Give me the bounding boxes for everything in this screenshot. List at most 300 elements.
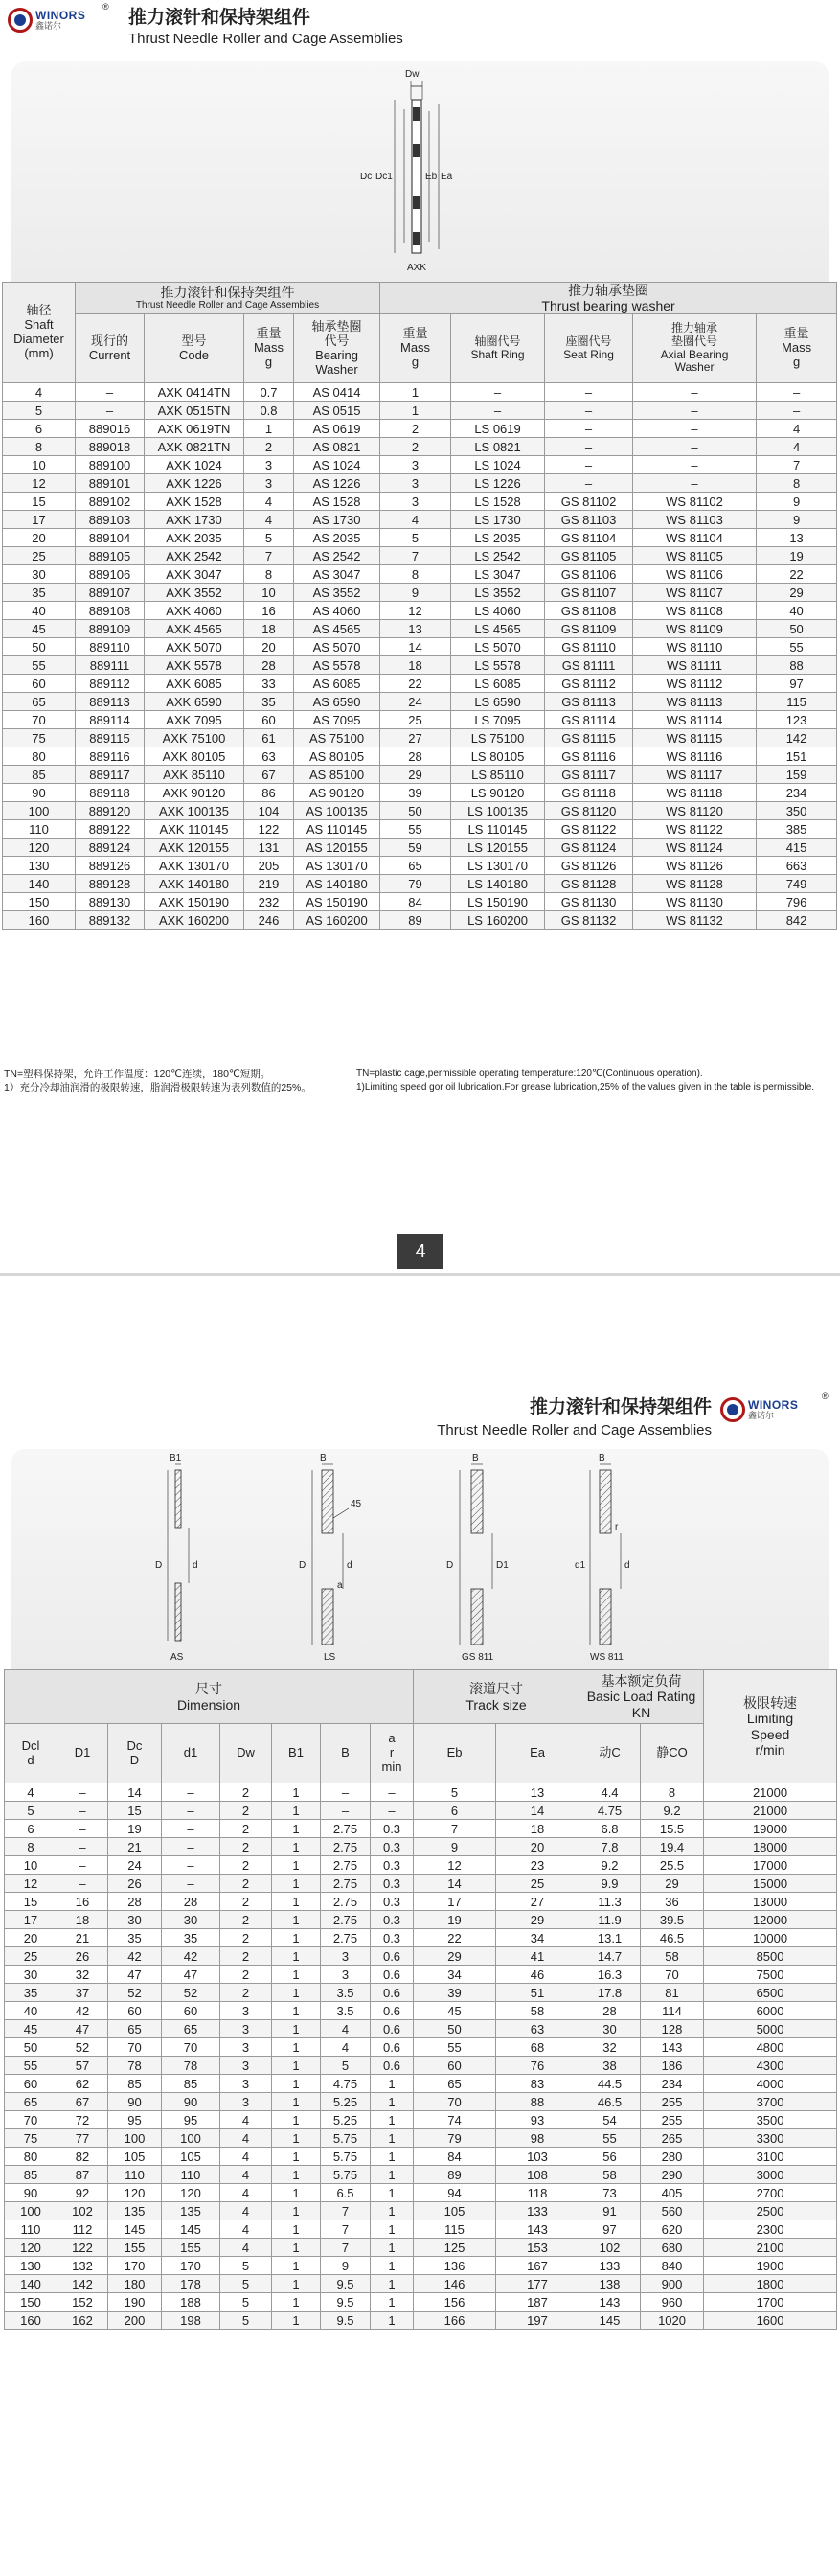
table-cell: 76	[496, 2057, 579, 2075]
table-cell: 5	[220, 2275, 272, 2293]
table-cell: 21000	[704, 1783, 837, 1802]
dc-label: Dc	[360, 172, 373, 182]
table-cell: 110	[5, 2220, 57, 2239]
table-cell: 3500	[704, 2111, 837, 2129]
header-mass-washer: 重量 Mass g	[380, 314, 451, 383]
table-cell: 7	[321, 2202, 371, 2220]
table-cell: 94	[414, 2184, 496, 2202]
table-cell: 150	[3, 893, 76, 911]
table-cell: 197	[496, 2312, 579, 2330]
table-cell: 120	[162, 2184, 220, 2202]
table-cell: 2.75	[321, 1856, 371, 1874]
table-cell: –	[371, 1802, 414, 1820]
table-cell: 50	[414, 2020, 496, 2038]
table-cell: 198	[162, 2312, 220, 2330]
table-cell: 3	[220, 2093, 272, 2111]
table-cell: 84	[380, 893, 451, 911]
table-cell: AS 6085	[294, 675, 380, 693]
table-cell: 1	[272, 2075, 321, 2093]
table-cell: 97	[579, 2220, 641, 2239]
dimension-table	[4, 1669, 837, 2330]
table-cell: 91	[579, 2202, 641, 2220]
table-cell: 90	[162, 2093, 220, 2111]
table-cell: 1	[272, 2184, 321, 2202]
table-cell: 0.6	[371, 1947, 414, 1966]
table-cell: 21	[57, 1929, 108, 1947]
table-cell: –	[545, 456, 633, 474]
table-row	[5, 2111, 837, 2129]
table-cell: 21000	[704, 1802, 837, 1820]
ws-b-label: B	[599, 1453, 605, 1463]
table-cell: 13	[380, 620, 451, 638]
table-cell: 45	[414, 2002, 496, 2020]
table-cell: LS 80105	[451, 748, 545, 766]
table-cell: 47	[162, 1966, 220, 1984]
header-dimension-en: Dimension	[176, 1696, 241, 1713]
logo-mark-icon	[8, 8, 33, 33]
table-cell: 170	[162, 2257, 220, 2275]
table-cell: 67	[244, 766, 294, 784]
table-row	[3, 875, 837, 893]
table-cell: 115	[757, 693, 837, 711]
table-cell: 663	[757, 857, 837, 875]
table-cell: 4.75	[579, 1802, 641, 1820]
table-cell: 4	[220, 2239, 272, 2257]
header-ar: a r min	[371, 1724, 414, 1783]
table-cell: 2300	[704, 2220, 837, 2239]
table-cell: 20	[3, 529, 76, 547]
table-cell: WS 81114	[633, 711, 757, 729]
table-cell: 38	[579, 2057, 641, 2075]
table-cell: 1800	[704, 2275, 837, 2293]
table-cell: AXK 6085	[145, 675, 244, 693]
table-cell: 105	[414, 2202, 496, 2220]
header-load-cn: 基本额定负荷	[601, 1673, 682, 1690]
table-cell: 90	[5, 2184, 57, 2202]
table-cell: 35	[244, 693, 294, 711]
table-cell: AS 75100	[294, 729, 380, 748]
table-cell: 18000	[704, 1838, 837, 1856]
table-cell: 889128	[76, 875, 145, 893]
table-cell: AS 2035	[294, 529, 380, 547]
table-cell: 145	[108, 2220, 162, 2239]
header-seat-ring: 座圈代号 Seat Ring	[545, 314, 633, 383]
table-cell: 42	[108, 1947, 162, 1966]
table-cell: –	[545, 474, 633, 493]
table-cell: 140	[5, 2275, 57, 2293]
table-cell: 160	[3, 911, 76, 930]
table-cell: AXK 0515TN	[145, 402, 244, 420]
table-cell: 1	[272, 1856, 321, 1874]
table-cell: 1	[272, 1911, 321, 1929]
table-cell: LS 3047	[451, 565, 545, 584]
table-cell: 4	[220, 2220, 272, 2239]
table-cell: 47	[108, 1966, 162, 1984]
page-number: 4	[397, 1234, 443, 1269]
table-cell: 20	[244, 638, 294, 656]
table-cell: 60	[5, 2075, 57, 2093]
table-cell: 61	[244, 729, 294, 748]
table-cell: 77	[57, 2129, 108, 2148]
table-row	[3, 565, 837, 584]
table-cell: 1900	[704, 2257, 837, 2275]
table-cell: 17000	[704, 1856, 837, 1874]
table-cell: 2	[220, 1893, 272, 1911]
table-row	[3, 820, 837, 839]
table-cell: 7	[757, 456, 837, 474]
table-row	[5, 2093, 837, 2111]
table-cell: –	[57, 1802, 108, 1820]
table-cell: 36	[641, 1893, 704, 1911]
table-cell: 40	[757, 602, 837, 620]
winors-logo-page2	[720, 1397, 798, 1422]
dw-label: Dw	[405, 69, 420, 80]
table-row	[3, 656, 837, 675]
table-cell: AXK 2542	[145, 547, 244, 565]
table-cell: 4	[757, 438, 837, 456]
table-cell: LS 120155	[451, 839, 545, 857]
table-cell: 130	[3, 857, 76, 875]
table-cell: 9.5	[321, 2293, 371, 2312]
logo-cn: 鑫诺尔	[35, 21, 62, 31]
table-cell: 85	[162, 2075, 220, 2093]
table-cell: 9	[380, 584, 451, 602]
table-cell: 28	[380, 748, 451, 766]
table-cell: AXK 0619TN	[145, 420, 244, 438]
table-cell: 232	[244, 893, 294, 911]
table-cell: 78	[162, 2057, 220, 2075]
table-cell: 219	[244, 875, 294, 893]
table-cell: 13.1	[579, 1929, 641, 1947]
table-cell: 187	[496, 2293, 579, 2312]
note-cn-1: TN=塑料保持架，允许工作温度：120℃连续，180℃短期。	[4, 1069, 271, 1080]
table-cell: 15	[3, 493, 76, 511]
table-cell: WS 81128	[633, 875, 757, 893]
table-row	[3, 511, 837, 529]
table-cell: LS 4060	[451, 602, 545, 620]
table-cell: 22	[414, 1929, 496, 1947]
table-cell: 1	[272, 2057, 321, 2075]
table-cell: AXK 1730	[145, 511, 244, 529]
table-cell: 155	[162, 2239, 220, 2257]
logo-name: WINORS	[748, 1398, 799, 1412]
table-cell: –	[321, 1783, 371, 1802]
ls-caption: LS	[324, 1652, 336, 1663]
table-cell: 125	[414, 2239, 496, 2257]
table-cell: 2.75	[321, 1874, 371, 1893]
table-cell: LS 5070	[451, 638, 545, 656]
table-cell: 105	[162, 2148, 220, 2166]
table-cell: 680	[641, 2239, 704, 2257]
table-cell: AXK 80105	[145, 748, 244, 766]
table-cell: LS 7095	[451, 711, 545, 729]
table-cell: AXK 110145	[145, 820, 244, 839]
table-cell: 60	[244, 711, 294, 729]
table-cell: –	[57, 1838, 108, 1856]
table-cell: 889117	[76, 766, 145, 784]
table-cell: 1	[272, 1966, 321, 1984]
table-cell: AXK 150190	[145, 893, 244, 911]
table-cell: 1	[371, 2202, 414, 2220]
table-cell: GS 81118	[545, 784, 633, 802]
table-cell: 54	[579, 2111, 641, 2129]
table-cell: 65	[414, 2075, 496, 2093]
table-cell: 89	[380, 911, 451, 930]
table-cell: 255	[641, 2111, 704, 2129]
table-cell: 19	[757, 547, 837, 565]
header-shaft-ring: 轴圈代号 Shaft Ring	[451, 314, 545, 383]
table-cell: 4	[321, 2038, 371, 2057]
table-cell: 55	[414, 2038, 496, 2057]
table-cell: 142	[757, 729, 837, 748]
table-cell: 9.2	[641, 1802, 704, 1820]
table-cell: AXK 90120	[145, 784, 244, 802]
table-cell: 3	[220, 2075, 272, 2093]
header-load-en: Basic Load Rating	[586, 1689, 696, 1705]
table-cell: LS 1528	[451, 493, 545, 511]
table-cell: 19	[108, 1820, 162, 1838]
ws-d1-label: d1	[575, 1560, 586, 1571]
table-cell: 35	[162, 1929, 220, 1947]
ls-drawing	[299, 1453, 362, 1663]
table-cell: AS 7095	[294, 711, 380, 729]
notes-en	[356, 1068, 835, 1094]
table-cell: 19000	[704, 1820, 837, 1838]
table-cell: –	[545, 402, 633, 420]
table-cell: 152	[57, 2293, 108, 2312]
table-cell: 9.5	[321, 2275, 371, 2293]
table-cell: 15000	[704, 1874, 837, 1893]
table-cell: LS 85110	[451, 766, 545, 784]
table-cell: AS 6590	[294, 693, 380, 711]
header-cage-group-en: Thrust Needle Roller and Cage Assemblies	[135, 300, 320, 311]
table-cell: 2	[220, 1947, 272, 1966]
table-cell: LS 3552	[451, 584, 545, 602]
table-cell: 23	[496, 1856, 579, 1874]
table-cell: 19.4	[641, 1838, 704, 1856]
table-cell: AS 1528	[294, 493, 380, 511]
table-cell: 1	[272, 2111, 321, 2129]
table-cell: 1	[371, 2257, 414, 2275]
table-cell: 14.7	[579, 1947, 641, 1966]
table-cell: 103	[496, 2148, 579, 2166]
table-cell: 52	[108, 1984, 162, 2002]
table-cell: 6.8	[579, 1820, 641, 1838]
table-cell: 889106	[76, 565, 145, 584]
table-cell: 16	[244, 602, 294, 620]
table-cell: 79	[380, 875, 451, 893]
header-track-group	[414, 1670, 579, 1724]
table-cell: 840	[641, 2257, 704, 2275]
table-cell: 255	[641, 2093, 704, 2111]
table-cell: 1	[371, 2075, 414, 2093]
table-cell: 205	[244, 857, 294, 875]
table-cell: 1	[272, 2257, 321, 2275]
header-load-unit: KN	[631, 1704, 651, 1720]
table-cell: 83	[496, 2075, 579, 2093]
table-cell: WS 81113	[633, 693, 757, 711]
table-cell: AS 5578	[294, 656, 380, 675]
table-cell: 265	[641, 2129, 704, 2148]
table-cell: 889114	[76, 711, 145, 729]
gs-b-label: B	[472, 1453, 479, 1463]
table-cell: LS 150190	[451, 893, 545, 911]
table-cell: AS 1226	[294, 474, 380, 493]
table-cell: 46	[496, 1966, 579, 1984]
table-cell: 28	[579, 2002, 641, 2020]
table-cell: 2	[244, 438, 294, 456]
header-dw: Dw	[220, 1724, 272, 1783]
table-cell: 5.75	[321, 2166, 371, 2184]
table-cell: 0.6	[371, 2038, 414, 2057]
table-cell: 3.5	[321, 1984, 371, 2002]
table-cell: 118	[496, 2184, 579, 2202]
ws-caption: WS 811	[590, 1652, 624, 1663]
table-cell: 145	[162, 2220, 220, 2239]
table-cell: 796	[757, 893, 837, 911]
table-cell: 1	[272, 2293, 321, 2312]
table-cell: 143	[641, 2038, 704, 2057]
header-dimension-cn: 尺寸	[195, 1681, 222, 1697]
table-cell: AXK 120155	[145, 839, 244, 857]
table-cell: 102	[579, 2239, 641, 2257]
table-cell: 156	[414, 2293, 496, 2312]
table-cell: 8	[244, 565, 294, 584]
ls-d-small-label: d	[347, 1560, 352, 1571]
table-cell: 32	[57, 1966, 108, 1984]
table-cell: 10	[3, 456, 76, 474]
table-cell: 12	[3, 474, 76, 493]
table-cell: AS 1024	[294, 456, 380, 474]
table-cell: 100	[108, 2129, 162, 2148]
table-cell: 85	[108, 2075, 162, 2093]
table-cell: 4800	[704, 2038, 837, 2057]
table-cell: 34	[496, 1929, 579, 1947]
table-cell: 73	[579, 2184, 641, 2202]
table-cell: 3300	[704, 2129, 837, 2148]
table-cell: AS 140180	[294, 875, 380, 893]
table-cell: 70	[108, 2038, 162, 2057]
table-cell: 50	[5, 2038, 57, 2057]
table-cell: 86	[244, 784, 294, 802]
table-cell: 1	[371, 2093, 414, 2111]
table-cell: 1	[371, 2148, 414, 2166]
table-cell: 1	[272, 1802, 321, 1820]
table-cell: AS 160200	[294, 911, 380, 930]
header-cage-group-cn: 推力滚针和保持架组件	[160, 285, 295, 301]
table-cell: 0.3	[371, 1838, 414, 1856]
table-cell: 65	[108, 2020, 162, 2038]
table-cell: AXK 1226	[145, 474, 244, 493]
table-row	[5, 2166, 837, 2184]
table-cell: WS 81130	[633, 893, 757, 911]
table-cell: 889109	[76, 620, 145, 638]
table-cell: 70	[641, 1966, 704, 1984]
table-cell: AS 4565	[294, 620, 380, 638]
header-cage-group	[76, 283, 380, 314]
page2-title-cn: 推力滚针和保持架组件	[529, 1397, 712, 1417]
table-cell: 3	[321, 1947, 371, 1966]
ls-a-label: a	[337, 1580, 343, 1591]
table-cell: 6.5	[321, 2184, 371, 2202]
table-cell: 3	[321, 1966, 371, 1984]
table-cell: 13000	[704, 1893, 837, 1911]
logo-registered-mark: ®	[822, 1392, 829, 1401]
page-title-cn: 推力滚针和保持架组件	[128, 8, 311, 28]
table-row	[3, 911, 837, 930]
as-caption: AS	[170, 1652, 184, 1663]
table-row	[3, 493, 837, 511]
table-cell: 6	[5, 1820, 57, 1838]
table-cell: 1	[371, 2275, 414, 2293]
table-cell: 4	[220, 2111, 272, 2129]
table-cell: LS 6590	[451, 693, 545, 711]
table-cell: 12000	[704, 1911, 837, 1929]
table-row	[3, 729, 837, 748]
header-d1-small: d1	[162, 1724, 220, 1783]
table-cell: 25.5	[641, 1856, 704, 1874]
table-cell: 0.6	[371, 1984, 414, 2002]
table-cell: 2100	[704, 2239, 837, 2257]
table-cell: AXK 75100	[145, 729, 244, 748]
table-cell: 2.75	[321, 1929, 371, 1947]
table-cell: 1	[380, 383, 451, 402]
table-cell: 162	[57, 2312, 108, 2330]
table-cell: 7	[321, 2239, 371, 2257]
table-cell: 92	[57, 2184, 108, 2202]
table-cell: 1	[272, 2129, 321, 2148]
table-row	[3, 711, 837, 729]
table-cell: 3	[380, 493, 451, 511]
as-drawing	[155, 1453, 198, 1663]
table-cell: 1	[371, 2166, 414, 2184]
table-cell: –	[757, 383, 837, 402]
table-cell: –	[633, 420, 757, 438]
table-row	[3, 456, 837, 474]
table-cell: 30	[3, 565, 76, 584]
table-cell: 60	[414, 2057, 496, 2075]
table-cell: 1	[272, 1874, 321, 1893]
table-cell: 1	[272, 2275, 321, 2293]
table-cell: 150	[5, 2293, 57, 2312]
table-cell: 16	[57, 1893, 108, 1911]
table-row	[3, 766, 837, 784]
table-cell: 12	[5, 1874, 57, 1893]
table-cell: WS 81132	[633, 911, 757, 930]
table-cell: WS 81104	[633, 529, 757, 547]
table-cell: –	[633, 474, 757, 493]
table-cell: LS 0619	[451, 420, 545, 438]
table-row	[3, 857, 837, 875]
table-row	[5, 2002, 837, 2020]
header-eb: Eb	[414, 1724, 496, 1783]
table-cell: 2	[220, 1911, 272, 1929]
table-cell: 24	[380, 693, 451, 711]
table-cell: 62	[57, 2075, 108, 2093]
table-cell: 28	[244, 656, 294, 675]
table-cell: 5.75	[321, 2148, 371, 2166]
table-cell: 0.3	[371, 1911, 414, 1929]
dc1-label: Dc1	[375, 172, 393, 182]
table-cell: 1	[272, 2220, 321, 2239]
table-cell: 65	[162, 2020, 220, 2038]
table-cell: 70	[5, 2111, 57, 2129]
cage-assembly-table	[2, 282, 837, 930]
table-cell: 108	[496, 2166, 579, 2184]
header-dynamic-load: 动C	[579, 1724, 641, 1783]
logo-registered-mark: ®	[102, 2, 109, 12]
table-cell: AXK 3552	[145, 584, 244, 602]
